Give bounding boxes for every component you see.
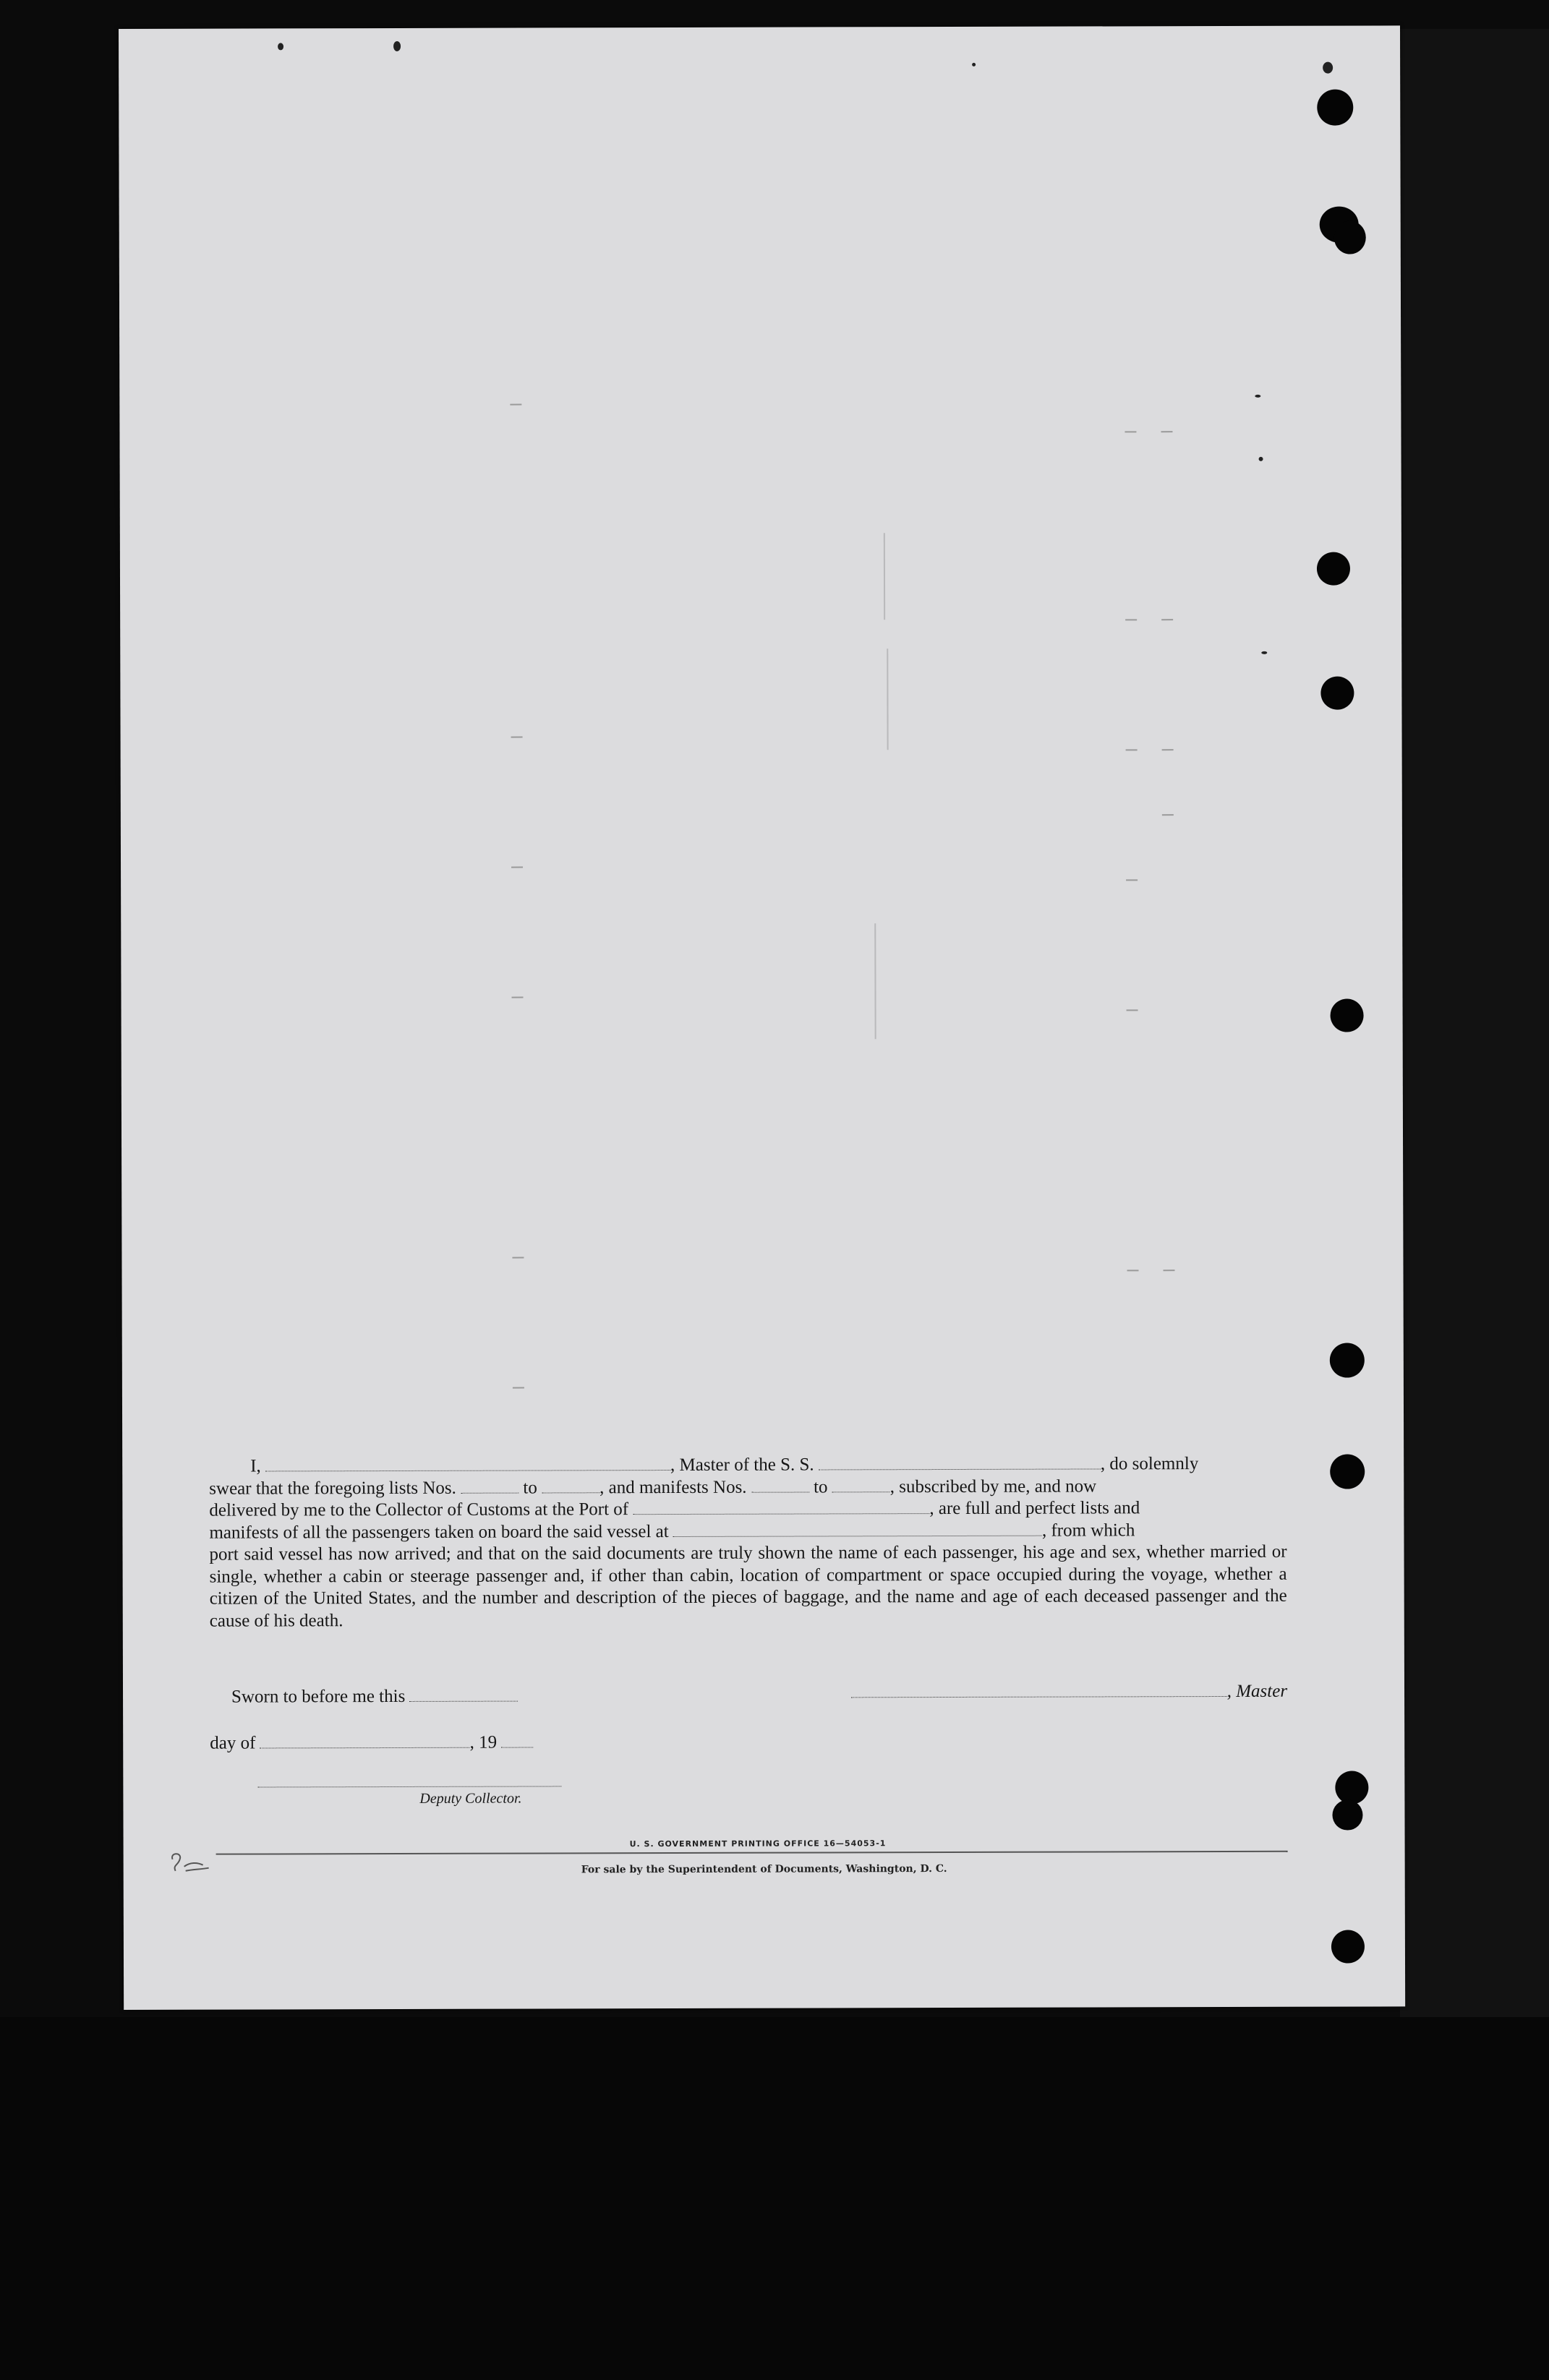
affidavit-do-solemnly: , do solemnly (1100, 1454, 1199, 1474)
document-page (119, 25, 1405, 2010)
ghost-rule (1162, 749, 1174, 750)
list-from-blank (461, 1479, 519, 1493)
ghost-rule (887, 648, 888, 750)
affidavit-i: I, (250, 1456, 261, 1476)
scan-speck (972, 63, 976, 67)
ghost-rule (511, 737, 523, 738)
scan-speck (278, 43, 283, 50)
punch-hole (1330, 1343, 1365, 1377)
master-name-blank (265, 1457, 670, 1471)
ghost-rule (513, 1387, 524, 1389)
sale-note: For sale by the Superintendent of Documents, Washington, D. C. (581, 1863, 947, 1876)
punch-hole (1332, 1800, 1362, 1831)
punch-hole (1317, 552, 1350, 586)
deputy-signature-line (257, 1786, 561, 1787)
master-signature-line (851, 1682, 1287, 1703)
ghost-rule (1126, 879, 1138, 881)
affidavit-swear: swear that the foregoing lists Nos. (209, 1478, 456, 1499)
list-to-blank (542, 1479, 599, 1493)
affidavit-paragraph (209, 1453, 1287, 1632)
affidavit-delivered: delivered by me to the Collector of Customs at the Port of (209, 1499, 629, 1520)
ghost-rule (512, 1257, 524, 1259)
punch-hole (1331, 998, 1364, 1032)
ghost-rule (1161, 431, 1172, 432)
affidavit-to: to (523, 1477, 537, 1498)
punch-hole (1330, 1454, 1365, 1489)
deputy-collector-label: Deputy Collector. (419, 1790, 522, 1807)
ghost-rule (510, 404, 521, 406)
affidavit-and-manifests: , and manifests Nos. (599, 1477, 747, 1497)
ghost-rule (1126, 749, 1138, 750)
ghost-rule (1127, 1009, 1138, 1011)
ghost-rule (512, 997, 524, 998)
manifest-to-blank (832, 1478, 890, 1492)
affidavit-master-of: , Master of the S. S. (670, 1455, 814, 1476)
punch-hole (1320, 677, 1354, 710)
ghost-rule (1125, 431, 1136, 432)
scan-speck (1259, 457, 1263, 461)
ship-name-blank (819, 1455, 1101, 1470)
punch-hole (1334, 221, 1366, 254)
year-label: , 19 (469, 1732, 498, 1752)
sworn-label: Sworn to before me this (231, 1686, 406, 1707)
ghost-rule (1125, 619, 1137, 620)
punch-hole (1317, 90, 1353, 126)
scan-speck (393, 41, 401, 51)
ghost-rule (884, 533, 885, 620)
master-signature-blank (851, 1683, 1227, 1698)
scan-speck (1255, 395, 1260, 398)
affidavit-to: to (814, 1476, 828, 1497)
punch-hole (1331, 1930, 1365, 1963)
day-of-label: day of (210, 1733, 256, 1753)
affidavit-body: port said vessel has now arrived; and that on the said documents are truly shown the name of each passenger, his age and sex, whether married or single, whether a cabin or steerage passenger and, if other than cabin, location of compartment or space occupied during the voyage, whether a citizen of the United States, and the number and description of the pieces of baggage, and the name and age of each deceased passenger and the cause of his death. (209, 1541, 1287, 1631)
punch-hole (1335, 1771, 1368, 1804)
day-of-line (210, 1733, 533, 1754)
sworn-date-blank (409, 1688, 518, 1702)
sworn-line (231, 1687, 519, 1708)
affidavit-subscribed: , subscribed by me, and now (889, 1476, 1097, 1497)
printer-imprint: U. S. GOVERNMENT PRINTING OFFICE 16—54053-1 (629, 1838, 887, 1849)
handwritten-mark (168, 1849, 212, 1878)
affidavit-are-full: , are full and perfect lists and (929, 1498, 1140, 1519)
signature-block (210, 1676, 1288, 1823)
affidavit-manifests: manifests of all the passengers taken on board the said vessel at (209, 1521, 669, 1543)
ghost-rule (874, 923, 876, 1039)
month-blank (260, 1734, 470, 1749)
port-blank (633, 1500, 929, 1515)
affidavit-from-which: , from which (1041, 1520, 1135, 1541)
ghost-rule (1162, 814, 1174, 816)
footer-rule (216, 1851, 1288, 1855)
scan-speck (1323, 62, 1333, 74)
departure-port-blank (673, 1522, 1042, 1536)
manifest-from-blank (751, 1478, 809, 1492)
ghost-rule (1161, 619, 1173, 620)
ghost-rule (511, 867, 523, 868)
year-blank (501, 1734, 533, 1748)
ghost-rule (1127, 1270, 1138, 1271)
ghost-rule (1163, 1270, 1174, 1271)
master-label: , Master (1226, 1681, 1288, 1701)
scan-speck (1261, 651, 1267, 654)
